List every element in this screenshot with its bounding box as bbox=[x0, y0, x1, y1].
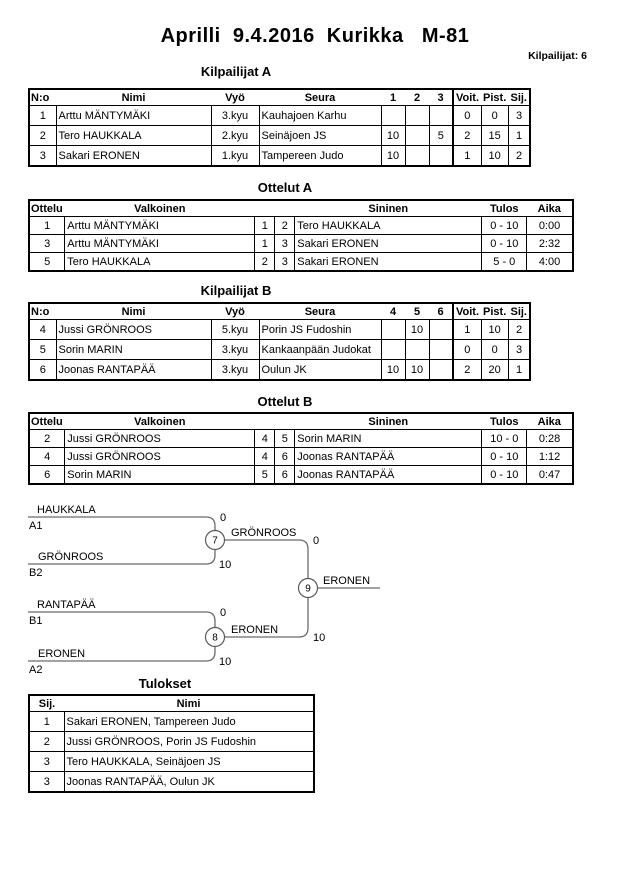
cell-blue-name: Joonas RANTAPÄÄ bbox=[295, 466, 482, 485]
cell-match-no: 5 bbox=[29, 253, 65, 272]
final-winner-name: ERONEN bbox=[323, 575, 371, 587]
col-header-white: Valkoinen bbox=[65, 200, 255, 217]
cell-match-no: 4 bbox=[29, 448, 65, 466]
cell-blue-name: Tero HAUKKALA bbox=[295, 217, 482, 235]
cell-wins: 1 bbox=[453, 320, 481, 340]
cell-result: 5 - 0 bbox=[482, 253, 527, 272]
cell-place: 1 bbox=[29, 712, 64, 732]
col-header-no: N:o bbox=[29, 89, 56, 106]
cell-match-no: 6 bbox=[29, 466, 65, 485]
m7-bottom-seed: B2 bbox=[29, 567, 43, 579]
cell-score-1: 10 bbox=[381, 146, 405, 167]
cell-white-name: Tero HAUKKALA bbox=[65, 253, 255, 272]
cell-no: 3 bbox=[29, 146, 56, 167]
m8-bottom-score: 10 bbox=[219, 656, 232, 668]
cell-name: Sorin MARIN bbox=[56, 340, 211, 360]
table-row bbox=[29, 235, 573, 253]
cell-white-name: Jussi GRÖNROOS bbox=[65, 448, 255, 466]
col-header-time: Aika bbox=[527, 200, 573, 217]
cell-place: 3 bbox=[508, 340, 530, 360]
pool-a-table bbox=[28, 88, 531, 167]
col-header-wins: Voit. bbox=[453, 303, 481, 320]
col-header-name: Nimi bbox=[56, 303, 211, 320]
cell-white-no: 2 bbox=[255, 253, 275, 272]
cell-wins: 1 bbox=[453, 146, 481, 167]
cell-result: 10 - 0 bbox=[482, 430, 527, 448]
cell-score-3 bbox=[429, 320, 453, 340]
m8-winner-name: ERONEN bbox=[231, 624, 279, 636]
cell-no: 1 bbox=[29, 106, 56, 126]
header-row bbox=[29, 89, 530, 106]
cell-white-name: Jussi GRÖNROOS bbox=[65, 430, 255, 448]
cell-time: 0:00 bbox=[527, 217, 573, 235]
cell-result-name: Sakari ERONEN, Tampereen Judo bbox=[64, 712, 314, 732]
cell-wins: 0 bbox=[453, 340, 481, 360]
col-header-m2: 5 bbox=[405, 303, 429, 320]
cell-white-no: 1 bbox=[255, 235, 275, 253]
cell-club: Porin JS Fudoshin bbox=[259, 320, 381, 340]
m7-winner-score: 0 bbox=[313, 535, 320, 547]
col-header-points: Pist. bbox=[481, 89, 508, 106]
col-header-time: Aika bbox=[527, 413, 573, 430]
section-title-pool-a: Kilpailijat A bbox=[200, 64, 272, 79]
cell-result-name: Jussi GRÖNROOS, Porin JS Fudoshin bbox=[64, 732, 314, 752]
cell-name: Sakari ERONEN bbox=[56, 146, 211, 167]
m8-top-score: 0 bbox=[220, 607, 227, 619]
cell-name: Tero HAUKKALA bbox=[56, 126, 211, 146]
cell-name: Arttu MÄNTYMÄKI bbox=[56, 106, 211, 126]
section-title-results: Tulokset bbox=[138, 676, 192, 691]
table-row bbox=[29, 146, 530, 167]
cell-no: 2 bbox=[29, 126, 56, 146]
cell-score-1 bbox=[381, 320, 405, 340]
cell-score-2 bbox=[405, 146, 429, 167]
header-row bbox=[29, 200, 573, 217]
cell-place: 1 bbox=[508, 360, 530, 381]
cell-blue-name: Joonas RANTAPÄÄ bbox=[295, 448, 482, 466]
cell-result: 0 - 10 bbox=[482, 217, 527, 235]
section-title-matches-b: Ottelut B bbox=[257, 394, 313, 409]
cell-points: 0 bbox=[481, 340, 508, 360]
col-header-place: Sij. bbox=[29, 695, 64, 712]
cell-belt: 3.kyu bbox=[211, 106, 259, 126]
col-header-belt: Vyö bbox=[211, 89, 259, 106]
cell-points: 0 bbox=[481, 106, 508, 126]
cell-belt: 2.kyu bbox=[211, 126, 259, 146]
col-header-name: Nimi bbox=[56, 89, 211, 106]
m7-bottom-score: 10 bbox=[219, 559, 232, 571]
cell-place: 3 bbox=[508, 106, 530, 126]
section-title-pool-b: Kilpailijat B bbox=[200, 283, 272, 298]
cell-score-3 bbox=[429, 146, 453, 167]
cell-wins: 2 bbox=[453, 126, 481, 146]
cell-match-no: 3 bbox=[29, 235, 65, 253]
cell-blue-name: Sorin MARIN bbox=[295, 430, 482, 448]
cell-score-3 bbox=[429, 360, 453, 381]
m7-winner-name: GRÖNROOS bbox=[231, 527, 297, 539]
col-header-club: Seura bbox=[259, 303, 381, 320]
col-header-place: Sij. bbox=[508, 303, 530, 320]
col-header-blue: Sininen bbox=[295, 413, 482, 430]
cell-blue-no: 5 bbox=[275, 430, 295, 448]
col-header-club: Seura bbox=[259, 89, 381, 106]
m8-bottom-seed: A2 bbox=[29, 664, 43, 676]
cell-result-name: Tero HAUKKALA, Seinäjoen JS bbox=[64, 752, 314, 772]
cell-white-no: 5 bbox=[255, 466, 275, 485]
cell-time: 2:32 bbox=[527, 235, 573, 253]
header-row bbox=[29, 695, 314, 712]
cell-white-no: 1 bbox=[255, 217, 275, 235]
cell-match-no: 1 bbox=[29, 217, 65, 235]
cell-name: Joonas RANTAPÄÄ bbox=[56, 360, 211, 381]
cell-club: Tampereen Judo bbox=[259, 146, 381, 167]
cell-place: 3 bbox=[29, 772, 64, 793]
table-row bbox=[29, 752, 314, 772]
table-row bbox=[29, 772, 314, 793]
cell-no: 6 bbox=[29, 360, 56, 381]
m7-top-name: HAUKKALA bbox=[37, 504, 96, 516]
table-row bbox=[29, 340, 530, 360]
m7-bottom-name: GRÖNROOS bbox=[38, 551, 104, 563]
cell-blue-name: Sakari ERONEN bbox=[295, 235, 482, 253]
header-row bbox=[29, 303, 530, 320]
cell-score-2: 10 bbox=[405, 320, 429, 340]
cell-place: 2 bbox=[508, 320, 530, 340]
cell-result-name: Joonas RANTAPÄÄ, Oulun JK bbox=[64, 772, 314, 793]
table-row bbox=[29, 430, 573, 448]
cell-club: Seinäjoen JS bbox=[259, 126, 381, 146]
cell-score-2 bbox=[405, 126, 429, 146]
cell-no: 4 bbox=[29, 320, 56, 340]
cell-blue-no: 6 bbox=[275, 448, 295, 466]
pool-b-table bbox=[28, 302, 531, 381]
cell-belt: 1.kyu bbox=[211, 146, 259, 167]
table-row bbox=[29, 320, 530, 340]
col-header-m1: 4 bbox=[381, 303, 405, 320]
cell-score-1 bbox=[381, 340, 405, 360]
col-header-white-no bbox=[255, 200, 275, 217]
cell-result: 0 - 10 bbox=[482, 466, 527, 485]
cell-score-1 bbox=[381, 106, 405, 126]
table-row bbox=[29, 253, 573, 272]
final-bracket bbox=[0, 495, 400, 685]
cell-blue-no: 6 bbox=[275, 466, 295, 485]
matches-a-table bbox=[28, 199, 574, 272]
cell-score-2 bbox=[405, 340, 429, 360]
m7-top-score: 0 bbox=[220, 512, 227, 524]
table-row bbox=[29, 466, 573, 485]
col-header-name: Nimi bbox=[64, 695, 314, 712]
cell-blue-no: 3 bbox=[275, 253, 295, 272]
col-header-m3: 3 bbox=[429, 89, 453, 106]
col-header-m3: 6 bbox=[429, 303, 453, 320]
col-header-no: N:o bbox=[29, 303, 56, 320]
cell-result: 0 - 10 bbox=[482, 235, 527, 253]
table-row bbox=[29, 126, 530, 146]
bracket-line-m7-top bbox=[28, 517, 215, 531]
table-row bbox=[29, 217, 573, 235]
cell-wins: 0 bbox=[453, 106, 481, 126]
col-header-place: Sij. bbox=[508, 89, 530, 106]
cell-no: 5 bbox=[29, 340, 56, 360]
m8-top-name: RANTAPÄÄ bbox=[37, 599, 96, 611]
cell-club: Kankaanpään Judokat bbox=[259, 340, 381, 360]
match-8-number: 8 bbox=[212, 632, 218, 644]
col-header-match: Ottelu bbox=[29, 413, 65, 430]
cell-score-1: 10 bbox=[381, 360, 405, 381]
m7-top-seed: A1 bbox=[29, 520, 43, 532]
cell-score-3 bbox=[429, 340, 453, 360]
table-row bbox=[29, 732, 314, 752]
table-row bbox=[29, 712, 314, 732]
table-row bbox=[29, 360, 530, 381]
col-header-m1: 1 bbox=[381, 89, 405, 106]
cell-time: 1:12 bbox=[527, 448, 573, 466]
cell-club: Kauhajoen Karhu bbox=[259, 106, 381, 126]
cell-white-name: Sorin MARIN bbox=[65, 466, 255, 485]
col-header-belt: Vyö bbox=[211, 303, 259, 320]
competitors-count-label: Kilpailijat: 6 bbox=[528, 50, 587, 62]
cell-score-2: 10 bbox=[405, 360, 429, 381]
bracket-line-m8-top bbox=[28, 612, 215, 628]
cell-place: 2 bbox=[508, 146, 530, 167]
cell-time: 0:47 bbox=[527, 466, 573, 485]
cell-belt: 3.kyu bbox=[211, 360, 259, 381]
match-7-number: 7 bbox=[212, 535, 218, 547]
cell-score-3: 5 bbox=[429, 126, 453, 146]
m8-top-seed: B1 bbox=[29, 615, 43, 627]
cell-place: 3 bbox=[29, 752, 64, 772]
results-table bbox=[28, 694, 315, 793]
cell-belt: 5.kyu bbox=[211, 320, 259, 340]
bracket-line-m7-winner bbox=[225, 540, 309, 579]
cell-place: 1 bbox=[508, 126, 530, 146]
match-9-number: 9 bbox=[305, 583, 311, 595]
col-header-match: Ottelu bbox=[29, 200, 65, 217]
cell-wins: 2 bbox=[453, 360, 481, 381]
cell-blue-name: Sakari ERONEN bbox=[295, 253, 482, 272]
cell-points: 10 bbox=[481, 320, 508, 340]
cell-points: 10 bbox=[481, 146, 508, 167]
cell-time: 4:00 bbox=[527, 253, 573, 272]
header-row bbox=[29, 413, 573, 430]
table-row bbox=[29, 448, 573, 466]
cell-belt: 3.kyu bbox=[211, 340, 259, 360]
cell-match-no: 2 bbox=[29, 430, 65, 448]
cell-white-name: Arttu MÄNTYMÄKI bbox=[65, 235, 255, 253]
cell-score-2 bbox=[405, 106, 429, 126]
col-header-result: Tulos bbox=[482, 413, 527, 430]
m8-bottom-name: ERONEN bbox=[38, 648, 86, 660]
col-header-blue-no bbox=[275, 413, 295, 430]
section-title-matches-a: Ottelut A bbox=[257, 180, 313, 195]
cell-result: 0 - 10 bbox=[482, 448, 527, 466]
col-header-points: Pist. bbox=[481, 303, 508, 320]
cell-white-no: 4 bbox=[255, 448, 275, 466]
cell-points: 15 bbox=[481, 126, 508, 146]
cell-score-1: 10 bbox=[381, 126, 405, 146]
cell-place: 2 bbox=[29, 732, 64, 752]
col-header-white: Valkoinen bbox=[65, 413, 255, 430]
cell-score-3 bbox=[429, 106, 453, 126]
m8-winner-score: 10 bbox=[313, 632, 326, 644]
cell-name: Jussi GRÖNROOS bbox=[56, 320, 211, 340]
cell-club: Oulun JK bbox=[259, 360, 381, 381]
col-header-white-no bbox=[255, 413, 275, 430]
col-header-blue: Sininen bbox=[295, 200, 482, 217]
page-title: Aprilli 9.4.2016 Kurikka M-81 bbox=[160, 25, 470, 47]
cell-blue-no: 3 bbox=[275, 235, 295, 253]
cell-white-name: Arttu MÄNTYMÄKI bbox=[65, 217, 255, 235]
col-header-m2: 2 bbox=[405, 89, 429, 106]
col-header-result: Tulos bbox=[482, 200, 527, 217]
cell-points: 20 bbox=[481, 360, 508, 381]
cell-white-no: 4 bbox=[255, 430, 275, 448]
col-header-blue-no bbox=[275, 200, 295, 217]
matches-b-table bbox=[28, 412, 574, 485]
col-header-wins: Voit. bbox=[453, 89, 481, 106]
table-row bbox=[29, 106, 530, 126]
cell-time: 0:28 bbox=[527, 430, 573, 448]
cell-blue-no: 2 bbox=[275, 217, 295, 235]
